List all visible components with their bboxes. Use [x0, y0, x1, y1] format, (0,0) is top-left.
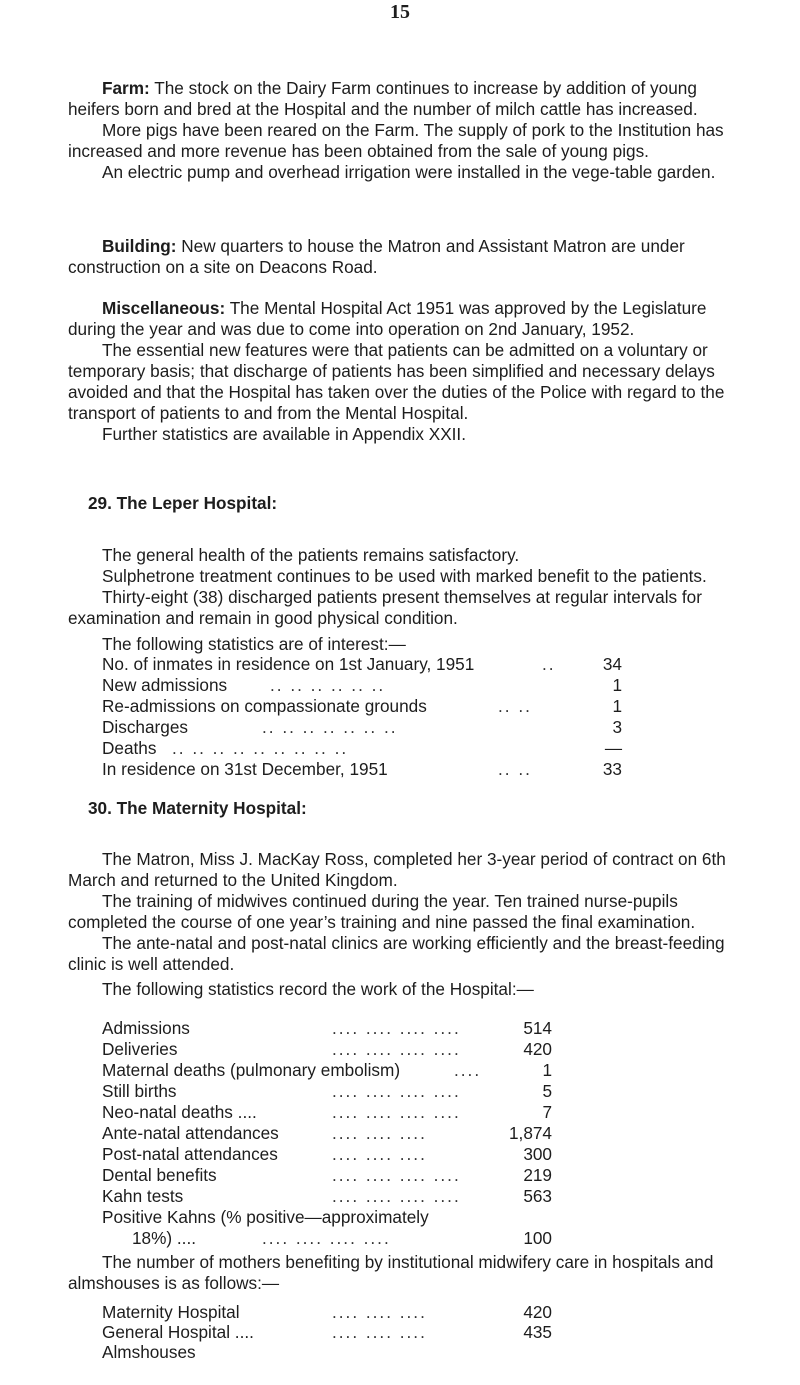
leper-heading: 29. The Leper Hospital: [88, 493, 278, 513]
maternity-stats-intro: The following statistics record the work of the Hospital:— [102, 979, 534, 999]
building-label: Building: [102, 236, 177, 256]
building-paragraph: Building: New quarters to house the Matron and Assistant Matron are under construction on a site on Deacons Road. [68, 236, 685, 277]
table-row: Discharges .. .. .. .. .. .. .. 3 [102, 717, 622, 737]
table-row: Admissions .... .... .... .... 514 [102, 1018, 552, 1038]
table-row: Ante-natal attendances .... .... .... 1,874 [102, 1123, 552, 1143]
table-row: Post-natal attendances .... .... .... 300 [102, 1144, 552, 1164]
table-row: Deliveries .... .... .... .... 420 [102, 1039, 552, 1059]
table-row: Kahn tests .... .... .... .... 563 [102, 1186, 552, 1206]
table-row: Still births .... .... .... .... 5 [102, 1081, 552, 1101]
maternity-body [68, 849, 728, 1000]
page-number: 15 [390, 1, 410, 23]
table-row: General Hospital .... .... .... .... 435 [102, 1322, 552, 1342]
leper-stats-table [102, 654, 622, 780]
table-row: New admissions .. .. .. .. .. .. 1 [102, 675, 622, 695]
table-row: 18%) .... .... .... .... .... 100 [132, 1228, 552, 1248]
table-row: Re-admissions on compassionate grounds .. .. 1 [102, 696, 622, 716]
maternity-section [68, 798, 728, 819]
mothers-intro-block [68, 1252, 728, 1294]
mothers-table [102, 1302, 552, 1362]
farm-paragraph-1: Farm: The stock on the Dairy Farm continues to increase by addition of young heifers born and bred at the Hospital and the number of milch cattle has increased. [68, 78, 698, 119]
leper-paragraph-2: Sulphetrone treatment continues to be used with marked benefit to the patients. [102, 566, 707, 586]
misc-section [68, 298, 728, 445]
farm-paragraph-2: More pigs have been reared on the Farm. The supply of pork to the Institution has increased and more revenue has been obtained from the sale of young pigs. [68, 120, 724, 161]
table-row: Maternal deaths (pulmonary embolism) .... 1 [102, 1060, 552, 1080]
farm-paragraph-3: An electric pump and overhead irrigation were installed in the vege-table garden. [102, 162, 716, 182]
table-row: Positive Kahns (% positive—approximately [102, 1207, 429, 1227]
leper-paragraph-1: The general health of the patients remains satisfactory. [102, 545, 520, 565]
maternity-paragraph-3: The ante-natal and post-natal clinics are working efficiently and the breast-feeding clinic is well attended. [68, 933, 725, 974]
table-row: In residence on 31st December, 1951 .. .. 33 [102, 759, 622, 779]
mothers-intro: The number of mothers benefiting by institutional midwifery care in hospitals and almshouses is as follows:— [68, 1252, 714, 1293]
misc-paragraph-1: Miscellaneous: The Mental Hospital Act 1951 was approved by the Legislature during the year and was due to come into operation on 2nd January, 1952. [68, 298, 707, 339]
farm-label: Farm: [102, 78, 150, 98]
table-row: Dental benefits .... .... .... .... 219 [102, 1165, 552, 1185]
maternity-heading: 30. The Maternity Hospital: [88, 798, 307, 818]
leper-section [68, 493, 728, 514]
table-row: No. of inmates in residence on 1st January, 1951 .. 34 [102, 654, 622, 674]
table-row: Maternity Hospital .... .... .... 420 [102, 1302, 552, 1322]
leper-body [68, 545, 728, 655]
building-section [68, 236, 728, 278]
table-row: Deaths .. .. .. .. .. .. .. .. .. — [102, 738, 622, 758]
table-row: Almshouses [102, 1342, 196, 1362]
leper-paragraph-3: Thirty-eight (38) discharged patients present themselves at regular intervals for examination and remain in good physical condition. [68, 587, 702, 628]
table-row: Neo-natal deaths .... .... .... .... .... 7 [102, 1102, 552, 1122]
leper-stats-intro: The following statistics are of interest:— [102, 634, 406, 654]
misc-label: Miscellaneous: [102, 298, 226, 318]
farm-section [68, 78, 728, 183]
maternity-stats-table [102, 1018, 552, 1249]
maternity-paragraph-2: The training of midwives continued during the year. Ten trained nurse-pupils completed the course of one year’s training and nine passed the final examination. [68, 891, 696, 932]
misc-paragraph-3: Further statistics are available in Appendix XXII. [102, 424, 466, 444]
maternity-paragraph-1: The Matron, Miss J. MacKay Ross, completed her 3-year period of contract on 6th March and returned to the United Kingdom. [68, 849, 726, 890]
misc-paragraph-2: The essential new features were that patients can be admitted on a voluntary or temporary basis; that discharge of patients has been simplified and necessary delays avoided and that the Hospital has taken over the duties of the Police with regard to the transport of patients to and from the Mental Hospital. [68, 340, 725, 423]
